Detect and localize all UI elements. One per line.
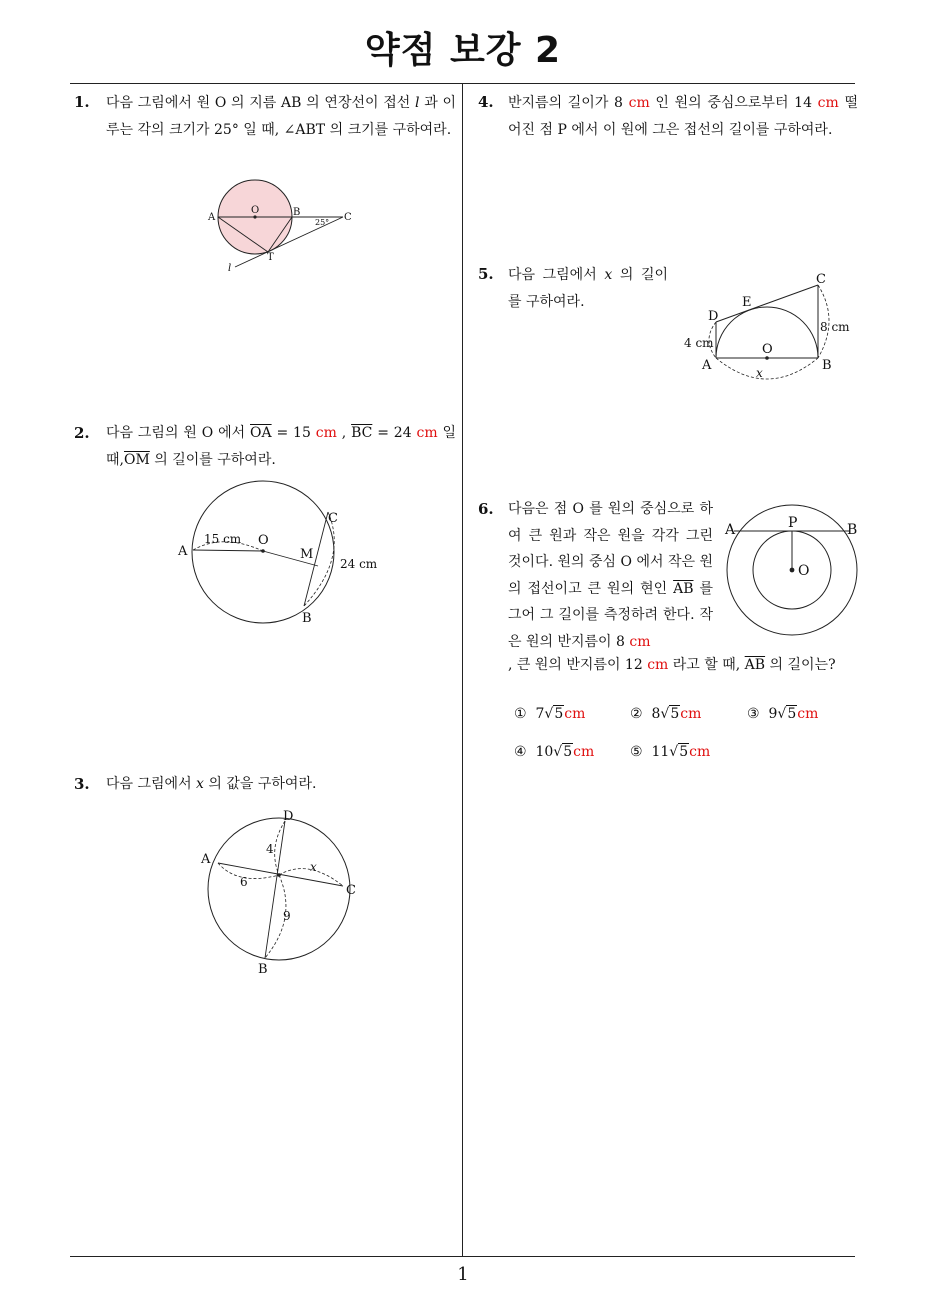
choice-mark: ⑤ xyxy=(630,744,643,760)
question-number: 5. xyxy=(478,265,494,283)
page-title: 약점 보강 2 xyxy=(364,30,562,71)
choice-unit: cm xyxy=(680,706,702,722)
choice-3[interactable] xyxy=(747,706,818,722)
label-d: D xyxy=(708,309,719,324)
label-c: C xyxy=(344,212,352,223)
unit: cm xyxy=(628,95,650,111)
choice-coef: 11 xyxy=(651,744,670,760)
label-24cm: 24 cm xyxy=(340,557,378,571)
label-c: C xyxy=(328,511,338,526)
label-a: A xyxy=(702,358,712,373)
brace-6 xyxy=(218,863,279,879)
text-part: 를 그어 그 길이를 측정하려 한다. 작은 원의 반지름이 8 xyxy=(508,580,713,650)
label-15cm: 15 cm xyxy=(204,532,242,546)
sqrt-sign: √ xyxy=(553,744,563,760)
sqrt-sign: √ xyxy=(660,706,670,722)
label-d: D xyxy=(283,809,294,824)
bottom-rule xyxy=(70,1256,855,1257)
choice-2[interactable] xyxy=(630,706,701,722)
text-part: 과 이루는 각의 크기가 25° 일 때, ∠ABT 의 크기를 구하여라. xyxy=(106,95,456,138)
unit: cm xyxy=(817,95,839,111)
segment-ab: $\overline{AB}$ xyxy=(673,580,694,597)
text-var: l xyxy=(415,95,420,111)
label-b: B xyxy=(847,522,858,538)
question-text xyxy=(508,496,713,655)
choice-unit: cm xyxy=(689,744,711,760)
label-a: A xyxy=(725,522,736,538)
question-number: 1. xyxy=(74,93,90,111)
text-part: = 15 xyxy=(271,425,316,441)
text-part: 다음은 점 O 를 원의 중심으로 하여 큰 원과 작은 원을 각각 그린 것이다. 원의 중심 O 에서 작은 원의 접선이고 큰 원의 현인 xyxy=(508,501,713,597)
label-b: B xyxy=(302,611,312,626)
text-part: , 큰 원의 반지름이 12 xyxy=(508,657,648,673)
figure-3 xyxy=(198,808,378,978)
label-b: B xyxy=(293,207,301,218)
text-part: 의 값을 구하여라. xyxy=(203,776,317,792)
radius-oa xyxy=(193,550,263,551)
question-text xyxy=(508,90,858,143)
text-part: 반지름의 길이가 8 xyxy=(508,95,629,111)
segment-om: $\overline{OM}$ xyxy=(123,451,150,468)
circle xyxy=(208,818,350,960)
choice-coef: 8 xyxy=(651,706,661,722)
figure-1 xyxy=(205,175,355,275)
label-a: A xyxy=(178,544,188,559)
choice-radicand: 5 xyxy=(679,744,689,760)
figure-5 xyxy=(680,270,860,380)
label-o: O xyxy=(798,563,810,579)
text-var: x xyxy=(196,776,204,792)
sqrt-sign: √ xyxy=(777,706,787,722)
choice-mark: ③ xyxy=(747,706,760,722)
choice-mark: ② xyxy=(630,706,643,722)
question-number: 3. xyxy=(74,775,90,793)
label-8cm: 8 cm xyxy=(820,320,850,334)
text-part: = 24 xyxy=(372,425,417,441)
label-o: O xyxy=(762,342,773,357)
label-e: E xyxy=(742,295,752,310)
label-x: x xyxy=(756,366,763,380)
unit: cm xyxy=(315,425,337,441)
choice-unit: cm xyxy=(797,706,819,722)
center-dot xyxy=(790,568,795,573)
question-text xyxy=(508,262,668,315)
question-number: 2. xyxy=(74,424,90,442)
sqrt-sign: √ xyxy=(669,744,679,760)
question-number: 6. xyxy=(478,500,494,518)
label-6: 6 xyxy=(240,875,248,889)
text-part: 인 원의 중심으로부터 14 xyxy=(649,95,818,111)
intersection-dot xyxy=(277,873,281,877)
label-o: O xyxy=(251,205,260,216)
figure-6 xyxy=(722,508,872,638)
center-dot xyxy=(261,549,265,553)
text-part: 일 때, xyxy=(106,425,456,468)
choice-radicand: 5 xyxy=(670,706,680,722)
figure-2 xyxy=(178,478,398,628)
question-text-cont xyxy=(508,652,858,679)
text-var: x xyxy=(604,267,613,283)
label-l: l xyxy=(228,263,232,274)
text-part: 라고 할 때, xyxy=(668,657,745,673)
label-angle: 25° xyxy=(315,218,330,227)
page-number: 1 xyxy=(457,1264,469,1285)
label-c: C xyxy=(346,883,356,898)
question-text xyxy=(106,771,456,798)
text-part: 떨어진 점 P 에서 이 원에 그은 접선의 길이를 구하여라. xyxy=(508,95,858,138)
text-part: , xyxy=(336,425,352,441)
label-o: O xyxy=(258,533,269,548)
question-text xyxy=(106,90,456,143)
choice-unit: cm xyxy=(573,744,595,760)
choice-coef: 10 xyxy=(535,744,554,760)
label-p: P xyxy=(788,515,798,531)
label-b: B xyxy=(258,962,268,977)
unit: cm xyxy=(647,657,669,673)
label-4cm: 4 cm xyxy=(684,336,714,350)
label-x: x xyxy=(310,860,317,874)
choice-mark: ① xyxy=(514,706,527,722)
text-part: 의 길이는? xyxy=(765,657,836,673)
label-a: A xyxy=(201,852,211,867)
text-part: 다음 그림에서 xyxy=(508,267,605,283)
choice-1[interactable] xyxy=(514,706,585,722)
choice-unit: cm xyxy=(564,706,586,722)
brace-x xyxy=(716,358,818,379)
segment-ab: $\overline{AB}$ xyxy=(744,657,766,673)
text-part: 의 길이를 구하여라. xyxy=(149,451,276,468)
label-c: C xyxy=(816,272,826,287)
column-divider xyxy=(462,83,463,1256)
choice-radicand: 5 xyxy=(554,706,564,722)
question-number: 4. xyxy=(478,93,494,111)
label-m: M xyxy=(300,547,314,562)
choice-radicand: 5 xyxy=(563,744,573,760)
choice-4[interactable] xyxy=(514,744,594,760)
segment-bc: $\overline{BC}$ xyxy=(351,425,373,441)
question-text xyxy=(106,420,456,473)
choice-radicand: 5 xyxy=(787,706,797,722)
sqrt-sign: √ xyxy=(544,706,554,722)
text-part: 다음 그림에서 xyxy=(106,776,197,792)
label-a: A xyxy=(208,212,216,223)
unit: cm xyxy=(629,633,651,650)
label-4: 4 xyxy=(266,842,274,856)
text-part: 의 길이를 구하여라. xyxy=(508,267,668,310)
segment-oa: $\overline{OA}$ xyxy=(250,425,272,441)
choice-coef: 7 xyxy=(535,706,545,722)
tangent-dc xyxy=(716,285,818,322)
choice-5[interactable] xyxy=(630,744,710,760)
unit: cm xyxy=(416,425,438,441)
label-b: B xyxy=(822,358,832,373)
label-t: T xyxy=(267,252,274,263)
text-part: 다음 그림의 원 O 에서 xyxy=(106,425,250,441)
choice-coef: 9 xyxy=(768,706,778,722)
label-9: 9 xyxy=(283,909,291,923)
choice-mark: ④ xyxy=(514,744,527,760)
text-part: 다음 그림에서 원 O 의 지름 AB 의 연장선이 접선 xyxy=(106,95,416,111)
